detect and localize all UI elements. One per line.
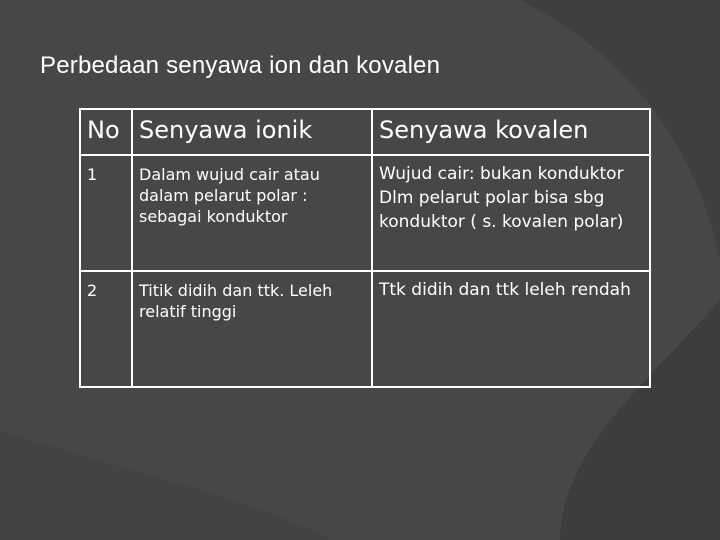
header-senyawa-kovalen: Senyawa kovalen: [372, 109, 650, 155]
cell-no: 1: [80, 155, 132, 271]
cell-ionik: Titik didih dan ttk. Leleh relatif tinggi: [132, 271, 372, 387]
cell-kovalen: [372, 155, 650, 271]
cell-ionik: Dalam wujud cair atau dalam pelarut polar : sebagai konduktor: [132, 155, 372, 271]
table-header-row: [80, 109, 650, 155]
table-row: [80, 155, 650, 271]
table-row: [80, 271, 650, 387]
cell-no: 2: [80, 271, 132, 387]
cell-kovalen: [372, 271, 650, 387]
cell-kovalen-line: Ttk didih dan ttk leleh rendah: [379, 280, 631, 300]
cell-kovalen-line: Wujud cair: bukan konduktor: [379, 164, 624, 184]
cell-kovalen-line: Dlm pelarut polar bisa sbg konduktor ( s. kovalen polar): [379, 188, 624, 232]
header-no: No: [80, 109, 132, 155]
header-senyawa-ionik: Senyawa ionik: [132, 109, 372, 155]
slide-title: Perbedaan senyawa ion dan kovalen: [40, 52, 441, 79]
comparison-table: [79, 108, 651, 388]
